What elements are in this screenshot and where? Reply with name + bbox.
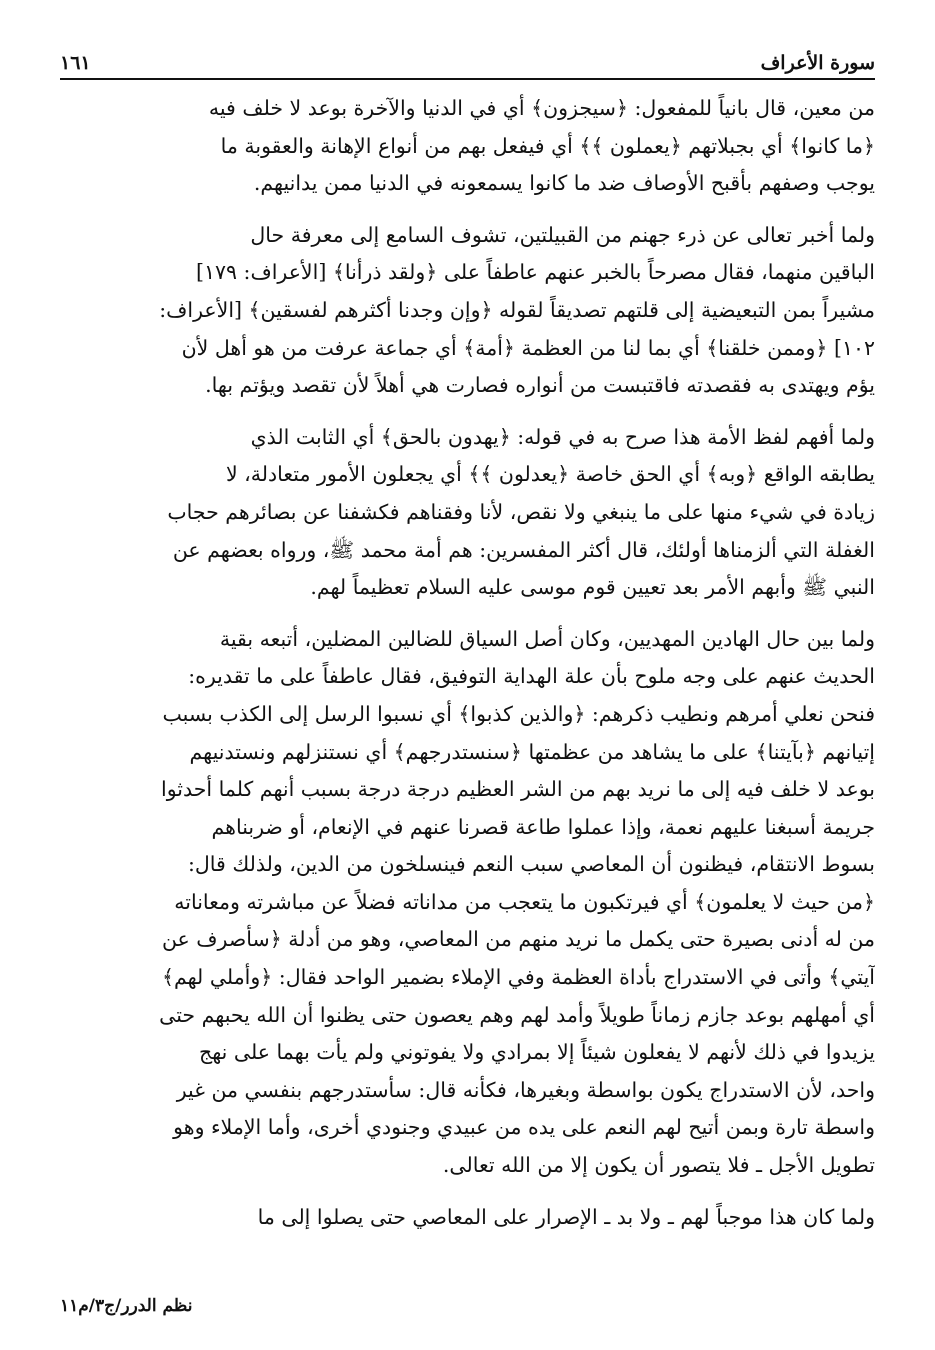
page-header [60,40,875,80]
text-line: ﴿ما كانوا﴾ أي بجبلاتهم ﴿يعملون ﴾﴾ أي فيفعل بهم من أنواع الإهانة والعقوبة ما [220,133,875,158]
text-line: يطابقه الواقع ﴿وبه﴾ أي الحق خاصة ﴿يعدلون ﴾﴾ أي يجعلون الأمور متعادلة، لا [225,462,875,487]
footer-signature: نظم الدرر/ج٣/م١١ [60,1296,193,1316]
text-line: جريمة أسبغنا عليهم نعمة، وإذا عملوا طاعة قصرنا عنهم في الإنعام، أو ضربناهم [211,814,875,839]
text-line: بسوط الانتقام، فيظنون أن المعاصي سبب النعم فينسلخون من الدين، ولذلك قال: [187,852,875,877]
text-line: يزيدوا في ذلك لأنهم لا يفعلون شيئاً إلا بمرادي ولا يفوتوني ولم يأت بهما على نهج [199,1040,875,1065]
text-line: ولما أخبر تعالى عن ذرء جهنم من القبيلتين، تشوف السامع إلى معرفة حال [250,222,875,247]
text-line: النبي ﷺ وأبهم الأمر بعد تعيين قوم موسى عليه السلام تعظيماً لهم. [310,575,875,600]
text-line: يوجب وصفهم بأقبح الأوصاف ضد ما كانوا يسمعونه في الدنيا ممن يدانيهم. [253,171,875,196]
text-line: الباقين منهما، فقال مصرحاً بالخبر عنهم عاطفاً على ﴿ولقد ذرأنا﴾ [الأعراف: ١٧٩] [195,260,875,285]
text-line: يؤم ويهتدى به فقصدته فاقتبست من أنواره فصارت هي أهلاً لأن تقصد ويؤتم بها. [205,373,875,398]
text-line: زيادة في شيء منها على ما ينبغي ولا نقص، لأنا وفقناهم فكشفنا عن بصائرهم حجاب [167,499,875,524]
paragraph [60,621,875,1185]
paragraph [60,217,875,405]
text-line: ﴿من حيث لا يعلمون﴾ أي فيرتكبون ما يتعجب من مداناته فضلاً عن مباشرته ومعاناته [174,889,875,914]
page-body [60,90,875,1236]
surah-title: سورة الأعراف [760,52,875,74]
text-line: من له أدنى بصيرة حتى يكمل ما نريد منهم من المعاصي، وهو من أدلة ﴿سأصرف عن [161,927,875,952]
text-line: إتيانهم ﴿بآيتنا﴾ على ما يشاهد من عظمتها ﴿سنستدرجهم﴾ أي نستنزلهم ونستدنيهم [189,739,875,764]
text-line: ولما بين حال الهادين المهديين، وكان أصل السياق للضالين المضلين، أتبعه بقية [219,626,875,651]
text-line: آيتي﴾ وأتى في الاستدراج بأداة العظمة وفي الإملاء بضمير الواحد فقال: ﴿وأملي لهم﴾ [161,965,875,990]
text-line: أي أمهلهم بوعد جازم زماناً طويلاً وأمد لهم وهم يعصون حتى يظنوا أن الله يحبهم حتى [159,1002,875,1027]
text-line: الغفلة التي ألزمناها أولئك، قال أكثر المفسرين: هم أمة محمد ﷺ، ورواه بعضهم عن [172,537,875,562]
paragraph [60,90,875,203]
text-line: ١٠٢] ﴿وممن خلقنا﴾ أي بما لنا من العظمة ﴿أمة﴾ أي جماعة عرفت من هو أهل لأن [181,335,875,360]
text-line: واسطة تارة وبمن أتيح لهم النعم على يده من عبيدي وجنودي أخرى، وأما الإملاء وهو [173,1115,875,1140]
text-line: الحديث عنهم على وجه ملوح بأن علة الهداية التوفيق، فقال عاطفاً على ما تقديره: [188,664,875,689]
text-line: بوعد لا خلف فيه إلى ما نريد بهم من الشر العظيم درجة درجة بسبب أنهم كلما أحدثوا [161,777,875,802]
paragraph [60,419,875,607]
page-number: ١٦١ [60,52,91,74]
text-line: واحد، لأن الاستدراج يكون بواسطة وبغيرها، فكأنه قال: سأستدرجهم بنفسي من غير [176,1077,875,1102]
text-line: فنحن نعلي أمرهم ونطيب ذكرهم: ﴿والذين كذبوا﴾ أي نسبوا الرسل إلى الكذب بسبب [162,701,875,726]
text-line: تطويل الأجل ـ فلا يتصور أن يكون إلا من الله تعالى. [442,1153,875,1178]
text-line: ولما كان هذا موجباً لهم ـ ولا بد ـ الإصرار على المعاصي حتى يصلوا إلى ما [257,1204,875,1229]
paragraph [60,1199,875,1237]
text-line: من معين، قال بانياً للمفعول: ﴿سيجزون﴾ أي في الدنيا والآخرة بوعد لا خلف فيه [208,96,875,120]
text-line: ولما أفهم لفظ الأمة هذا صرح به في قوله: ﴿يهدون بالحق﴾ أي الثابت الذي [250,424,875,449]
text-line: مشيراً بمن التبعيضية إلى قلتهم تصديقاً لقوله ﴿وإن وجدنا أكثرهم لفسقين﴾ [الأعراف: [159,297,875,322]
